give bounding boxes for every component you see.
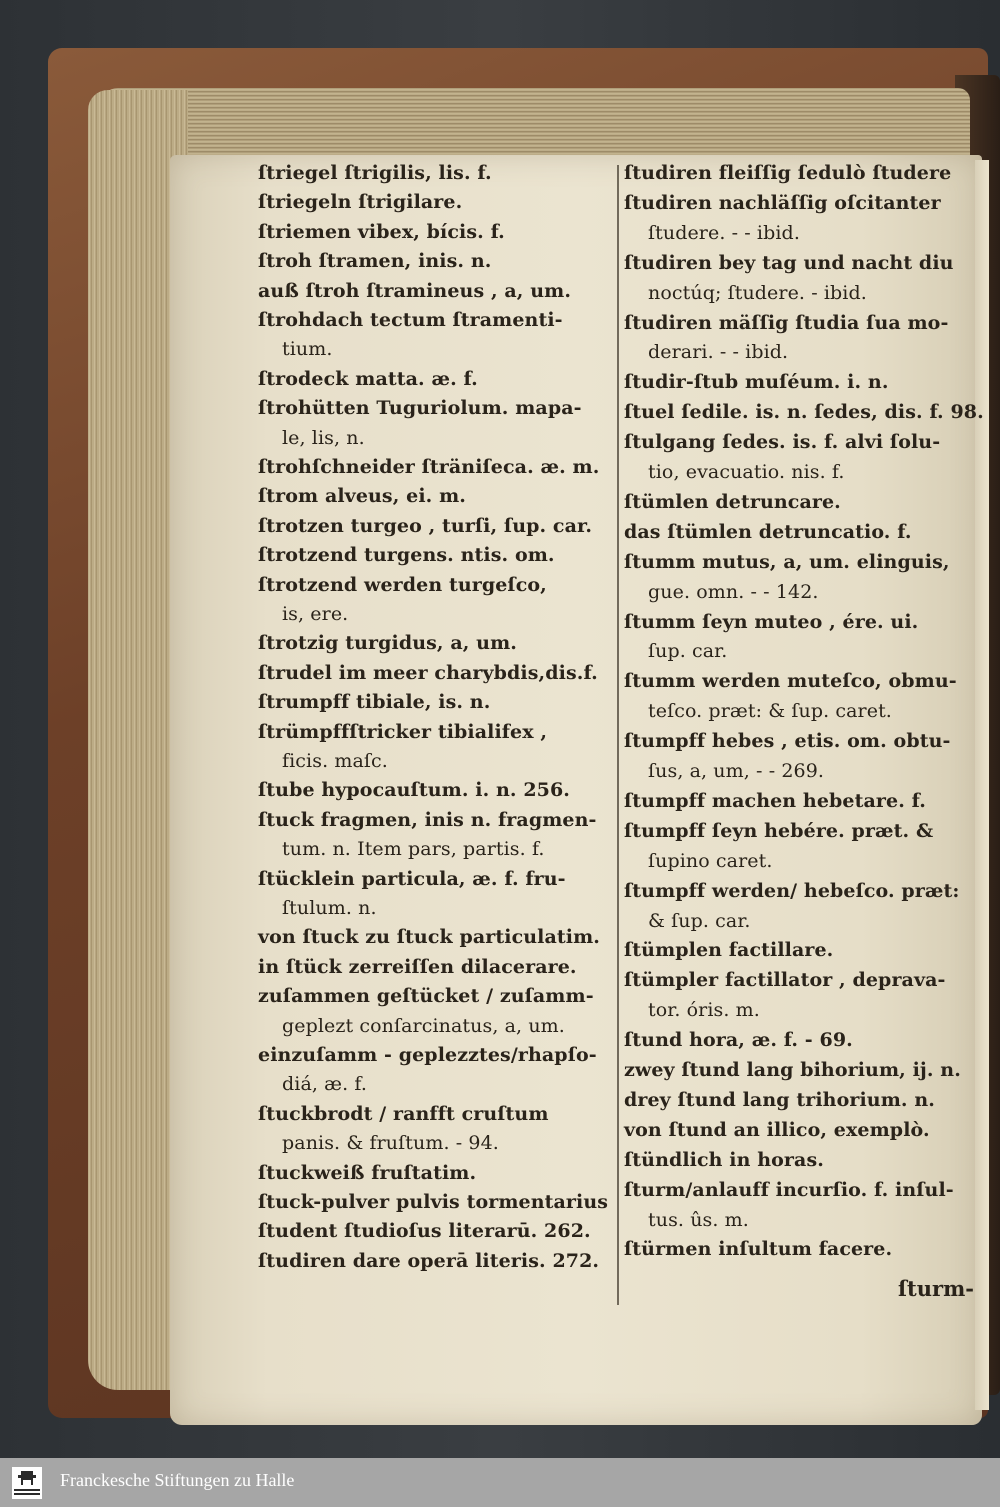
- dictionary-entry-line: ſtrumpff tibiale, is. n.: [258, 691, 491, 714]
- dictionary-entry-line: ſtücklein particula, æ. f. fru-: [258, 867, 566, 890]
- footer-bar: [0, 1458, 1000, 1507]
- catchword: ſturm-: [898, 1276, 975, 1301]
- dictionary-entry-line: tor. óris. m.: [648, 999, 760, 1022]
- dictionary-entry-line: is, ere.: [282, 603, 349, 625]
- dictionary-entry-line: in ſtück zerreiſſen dilacerare.: [258, 955, 577, 978]
- dictionary-entry-line: geplezt conſarcinatus, a, um.: [282, 1014, 565, 1037]
- dictionary-entry-line: ficis. maſc.: [282, 750, 388, 772]
- dictionary-entry-line: ſtrohdach tectum ſtramenti-: [258, 309, 563, 331]
- dictionary-entry-line: ſtudere. - - ibid.: [648, 221, 800, 244]
- dictionary-entry-line: ſtrudel im meer charybdis,dis.f.: [258, 661, 598, 684]
- dictionary-entry-line: drey ſtund lang trihorium. n.: [624, 1088, 935, 1111]
- dictionary-entry-line: ſtudir-ſtub muſéum. i. n.: [624, 371, 889, 394]
- dictionary-entry-line: ſtumpff hebes , etis. om. obtu-: [624, 730, 951, 753]
- footer-text: Franckesche Stiftungen zu Halle: [60, 1470, 295, 1490]
- dictionary-entry-line: ſtulum. n.: [282, 897, 377, 919]
- dictionary-entry-line: ſtürmen inſultum facere.: [624, 1238, 893, 1261]
- dictionary-entry-line: tio, evacuatio. nis. f.: [648, 461, 845, 483]
- dictionary-entry-line: derari. - - ibid.: [648, 341, 789, 364]
- dictionary-entry-line: ſtuckweiß fruſtatim.: [258, 1161, 477, 1184]
- dictionary-entry-line: einzuſamm - geplezztes/rhapſo-: [258, 1044, 597, 1066]
- facing-page-edge: [975, 160, 989, 1410]
- dictionary-entry-line: ſtuck fragmen, inis n. fragmen-: [258, 808, 597, 831]
- dictionary-entry-line: ſtudiren dare operā literis. 272.: [258, 1249, 600, 1272]
- dictionary-entry-line: das ſtümlen detruncatio. f.: [624, 520, 912, 543]
- dictionary-entry-line: ſtrümpffſtricker tibialifex ,: [258, 720, 548, 743]
- dictionary-entry-line: ſtriegel ſtrigilis, lis. f.: [258, 162, 492, 184]
- dictionary-entry-line: ſtumm mutus, a, um. elinguis,: [624, 550, 950, 573]
- dictionary-entry-line: tum. n. Item pars, partis. f.: [282, 838, 545, 861]
- dictionary-entry-line: ſtudiren fleiſſig ſedulò ſtudere: [624, 162, 952, 184]
- dictionary-entry-line: ſtuck-pulver pulvis tormentarius: [258, 1191, 609, 1213]
- dictionary-entry-line: ſtuel ſedile. is. n. ſedes, dis. f. 98.: [624, 401, 984, 424]
- dictionary-entry-line: ſtrodeck matta. æ. f.: [258, 367, 478, 390]
- dictionary-entry-line: ſtudiren bey tag und nacht diu: [624, 251, 954, 274]
- dictionary-entry-line: ſtumm ſeyn muteo , ére. ui.: [624, 610, 919, 633]
- dictionary-entry-line: tus. ûs. m.: [648, 1208, 749, 1231]
- dictionary-entry-line: ſtuckbrodt / ranfft cruſtum: [258, 1102, 549, 1125]
- dictionary-entry-line: ſtrohütten Tuguriolum. mapa-: [258, 397, 582, 420]
- dictionary-entry-line: auß ſtroh ſtramineus , a, um.: [258, 279, 572, 302]
- dictionary-entry-line: ſtriegeln ſtrigilare.: [258, 191, 463, 214]
- dictionary-entry-line: ſtrotzend turgens. ntis. om.: [258, 544, 555, 567]
- dictionary-entry-line: ſtudent ſtudioſus literarū. 262.: [258, 1220, 591, 1243]
- dictionary-entry-line: zuſammen geſtücket / zuſamm-: [258, 985, 594, 1008]
- dictionary-entry-line: ſtumpff ſeyn hebére. præt. &: [624, 819, 934, 842]
- dictionary-entry-line: ſtümlen detruncare.: [624, 490, 841, 513]
- dictionary-entry-line: ſtrohſchneider ſträniſeca. æ. m.: [258, 456, 600, 478]
- dictionary-entry-line: ſtube hypocauſtum. i. n. 256.: [258, 779, 571, 802]
- dictionary-entry-line: gue. omn. - - 142.: [648, 580, 819, 603]
- dictionary-entry-line: & ſup. car.: [648, 909, 751, 932]
- dictionary-entry-line: ſup. car.: [648, 640, 728, 663]
- dictionary-entry-line: diá, æ. f.: [282, 1073, 367, 1096]
- dictionary-entry-line: ſtriemen vibex, bícis. f.: [258, 220, 505, 243]
- dictionary-entry-line: ſtümplen factillare.: [624, 939, 834, 962]
- dictionary-entry-line: ſupino caret.: [648, 849, 773, 872]
- dictionary-entry-line: ſtund hora, æ. f. - 69.: [624, 1029, 853, 1052]
- dictionary-entry-line: tium.: [282, 338, 333, 361]
- dictionary-entry-line: ſtulgang ſedes. is. f. alvi ſolu-: [624, 431, 941, 454]
- column-divider: [617, 165, 619, 1305]
- dictionary-entry-line: ſtumpff machen hebetare. f.: [624, 789, 926, 812]
- dictionary-entry-line: zwey ſtund lang bihorium, ij. n.: [624, 1059, 961, 1081]
- dictionary-entry-line: ſtudiren nachläſſig oſcitanter: [624, 191, 941, 214]
- dictionary-entry-line: noctúq; ſtudere. - ibid.: [648, 281, 867, 304]
- dictionary-entry-line: ſtündlich in horas.: [624, 1148, 824, 1171]
- dictionary-entry-line: ſus, a, um, - - 269.: [648, 760, 825, 782]
- dictionary-entry-line: panis. & fruſtum. - 94.: [282, 1132, 499, 1155]
- dictionary-entry-line: von ſtuck zu ſtuck particulatim.: [258, 926, 601, 949]
- dictionary-entry-line: ſtrom alveus, ei. m.: [258, 485, 467, 508]
- dictionary-entry-line: ſtumm werden muteſco, obmu-: [624, 670, 957, 693]
- dictionary-entry-line: ſtudiren mäſſig ſtudia ſua mo-: [624, 311, 949, 334]
- dictionary-entry-line: ſtrotzen turgeo , turſi, ſup. car.: [258, 514, 593, 537]
- dictionary-entry-line: ſtümpler factillator , deprava-: [624, 969, 946, 992]
- dictionary-entry-line: von ſtund an illico, exemplò.: [624, 1118, 930, 1141]
- dictionary-entry-line: ſtrotzend werden turgeſco,: [258, 573, 547, 596]
- foundation-logo-icon: [12, 1467, 42, 1499]
- dictionary-entry-line: le, lis, n.: [282, 426, 365, 449]
- dictionary-entry-line: ſtrotzig turgidus, a, um.: [258, 632, 518, 655]
- dictionary-entry-line: ſturm/anlauff incurſio. f. inſul-: [624, 1178, 954, 1201]
- dictionary-entry-line: teſco. præt: & ſup. caret.: [648, 700, 892, 723]
- dictionary-entry-line: ſtroh ſtramen, inis. n.: [258, 250, 492, 273]
- dictionary-entry-line: ſtumpff werden/ hebeſco. præt:: [624, 879, 960, 902]
